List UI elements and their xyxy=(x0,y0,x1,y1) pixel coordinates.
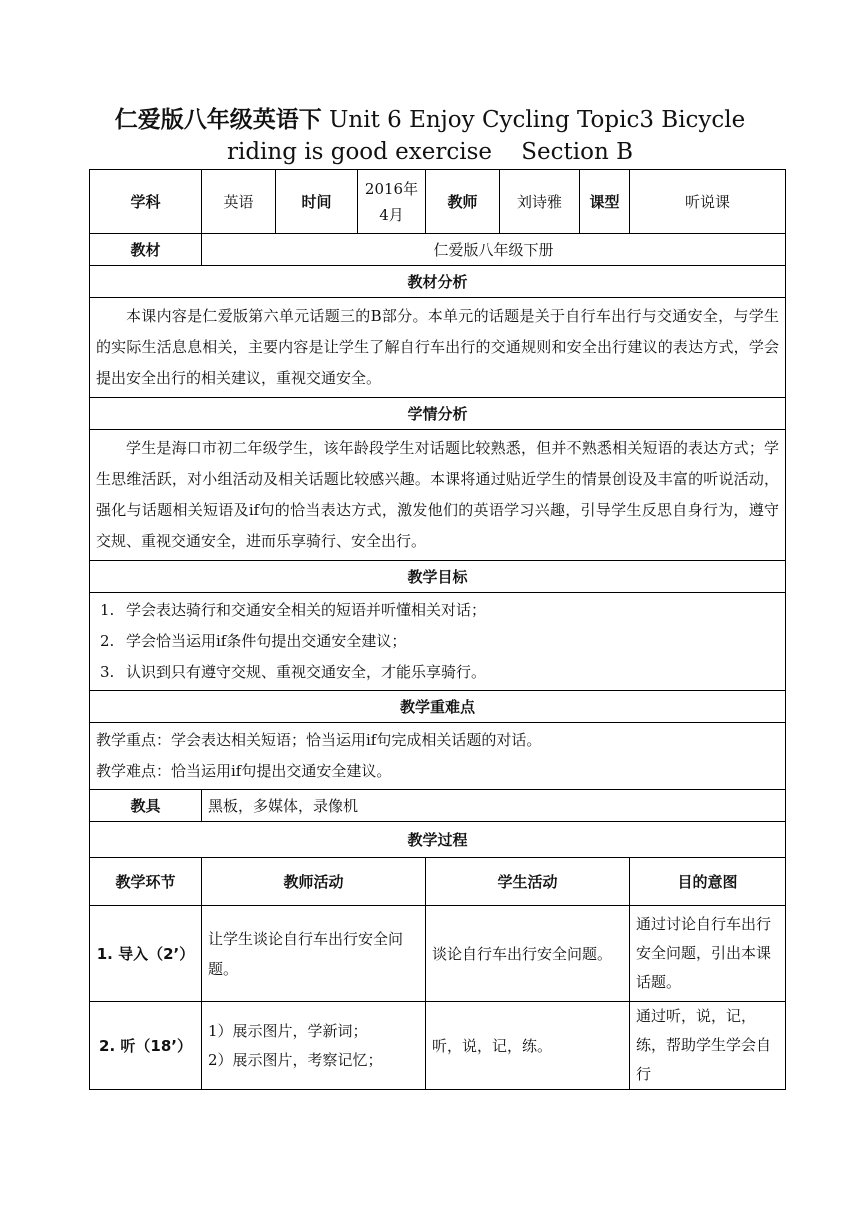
purpose-cell: 通过讨论自行车出行安全问题，引出本课话题。 xyxy=(630,906,786,1002)
textbook-value: 仁爱版八年级下册 xyxy=(202,234,786,266)
subject-label: 学科 xyxy=(90,170,202,234)
column-header: 目的意图 xyxy=(630,858,786,906)
analysis-text: 本课内容是仁爱版第六单元话题三的B部分。本单元的话题是关于自行车出行与交通安全，与学生的实际生活息息相关，主要内容是让学生了解自行车出行的交通规则和安全出行建议的表达方式，学会提出安全出行的相关建议，重视交通安全。 xyxy=(90,298,786,398)
lesson-plan-table xyxy=(89,169,786,1090)
time-label: 时间 xyxy=(276,170,358,234)
tools-value: 黑板，多媒体，录像机 xyxy=(202,790,786,822)
textbook-label: 教材 xyxy=(90,234,202,266)
column-header: 学生活动 xyxy=(426,858,630,906)
table-row xyxy=(90,1002,786,1090)
document-title xyxy=(0,104,860,168)
column-header: 教师活动 xyxy=(202,858,426,906)
type-label: 课型 xyxy=(580,170,630,234)
stage-cell: 1. 导入（2’） xyxy=(90,906,202,1002)
process-heading: 教学过程 xyxy=(90,822,786,858)
key-points-body xyxy=(90,723,786,790)
time-value: 2016年 4月 xyxy=(358,170,426,234)
key-points-heading: 教学重难点 xyxy=(90,691,786,723)
teacher-label: 教师 xyxy=(426,170,500,234)
purpose-cell: 通过听，说，记，练，帮助学生学会自行 xyxy=(630,1002,786,1090)
objectives-heading: 教学目标 xyxy=(90,561,786,593)
title-en: Unit 6 Enjoy Cycling Topic3 Bicycle xyxy=(329,107,746,133)
difficulty-text: 教学难点：恰当运用if句提出交通安全建议。 xyxy=(96,762,392,780)
title-cn: 仁爱版八年级英语下 xyxy=(114,107,322,133)
teacher-value: 刘诗雅 xyxy=(500,170,580,234)
list-item: 1. 学会表达骑行和交通安全相关的短语并听懂相关对话； xyxy=(100,601,487,619)
student-activity-cell: 谈论自行车出行安全问题。 xyxy=(426,906,630,1002)
tools-label: 教具 xyxy=(90,790,202,822)
column-header: 教学环节 xyxy=(90,858,202,906)
stage-cell: 2. 听（18’） xyxy=(90,1002,202,1090)
teacher-activity-cell: 让学生谈论自行车出行安全问题。 xyxy=(202,906,426,1002)
subject-value: 英语 xyxy=(202,170,276,234)
title-line2: riding is good exercise Section B xyxy=(226,139,633,165)
list-item: 2. 学会恰当运用if条件句提出交通安全建议； xyxy=(100,632,407,650)
focus-text: 教学重点：学会表达相关短语；恰当运用if句完成相关话题的对话。 xyxy=(96,731,542,749)
analysis-heading: 教材分析 xyxy=(90,266,786,298)
table-row xyxy=(90,906,786,1002)
students-heading: 学情分析 xyxy=(90,398,786,430)
objectives-list xyxy=(90,593,786,691)
students-text: 学生是海口市初二年级学生，该年龄段学生对话题比较熟悉，但并不熟悉相关短语的表达方式；学生思维活跃，对小组活动及相关话题比较感兴趣。本课将通过贴近学生的情景创设及丰富的听说活动，强化与话题相关短语及if句的恰当表达方式，激发他们的英语学习兴趣，引导学生反思自身行为，遵守交规、重视交通安全，进而乐享骑行、安全出行。 xyxy=(90,430,786,561)
teacher-activity-cell: 1）展示图片，学新词； 2）展示图片，考察记忆； xyxy=(202,1002,426,1090)
type-value: 听说课 xyxy=(630,170,786,234)
student-activity-cell: 听，说，记，练。 xyxy=(426,1002,630,1090)
list-item: 3. 认识到只有遵守交规、重视交通安全，才能乐享骑行。 xyxy=(100,663,487,681)
